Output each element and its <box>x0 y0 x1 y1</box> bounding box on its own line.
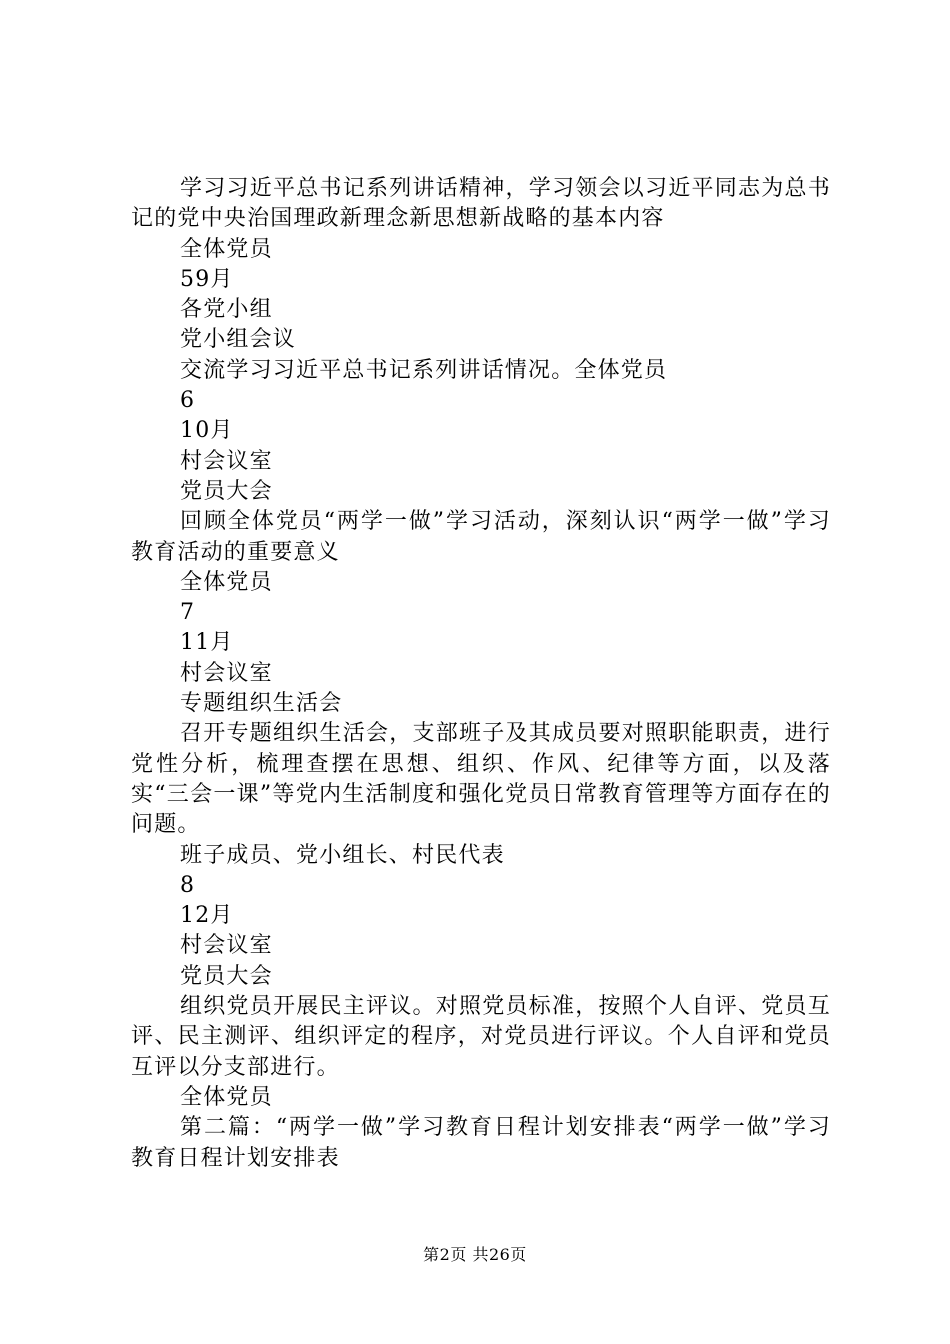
page-number-footer: 第2页 共26页 <box>423 1245 527 1264</box>
text-line: 班子成员、党小组长、村民代表 <box>180 842 505 868</box>
text-line: 全体党员 <box>180 569 273 595</box>
text-line: 党员大会 <box>180 478 273 504</box>
text-line: 8 <box>180 872 196 898</box>
text-paragraph: 回顾全体党员“两学一做”学习活动，深刻认识“两学一做”学习教育活动的重要意义 <box>131 509 831 565</box>
text-line: 12月 <box>180 903 234 929</box>
text-line: 各党小组 <box>180 297 273 323</box>
text-line: 党小组会议 <box>180 327 297 353</box>
text-paragraph: 组织党员开展民主评议。对照党员标准，按照个人自评、党员互评、民主测评、组织评定的程序，对党员进行评议。个人自评和党员互评以分支部进行。 <box>131 994 831 1080</box>
text-line: 11月 <box>180 630 234 656</box>
text-paragraph: 召开专题组织生活会，支部班子及其成员要对照职能职责，进行党性分析，梳理查摆在思想、组织、作风、纪律等方面，以及落实“三会一课”等党内生活制度和强化党员日常教育管理等方面存在的问题。 <box>131 721 831 838</box>
text-line: 专题组织生活会 <box>180 691 343 717</box>
text-line: 6 <box>180 388 196 414</box>
text-line: 党员大会 <box>180 963 273 989</box>
text-line: 10月 <box>180 418 234 444</box>
text-line: 交流学习习近平总书记系列讲话情况。全体党员 <box>180 357 668 383</box>
text-paragraph: 第二篇：“两学一做”学习教育日程计划安排表“两学一做”学习教育日程计划安排表 <box>131 1115 831 1171</box>
text-line: 村会议室 <box>180 933 273 959</box>
text-line: 全体党员 <box>180 236 273 262</box>
text-line: 村会议室 <box>180 660 273 686</box>
text-line: 村会议室 <box>180 448 273 474</box>
document-body <box>131 174 831 1174</box>
text-paragraph: 学习习近平总书记系列讲话精神，学习领会以习近平同志为总书记的党中央治国理政新理念新思想新战略的基本内容 <box>131 176 831 232</box>
text-line: 全体党员 <box>180 1084 273 1110</box>
text-line: 59月 <box>180 266 234 292</box>
text-line: 7 <box>180 600 196 626</box>
